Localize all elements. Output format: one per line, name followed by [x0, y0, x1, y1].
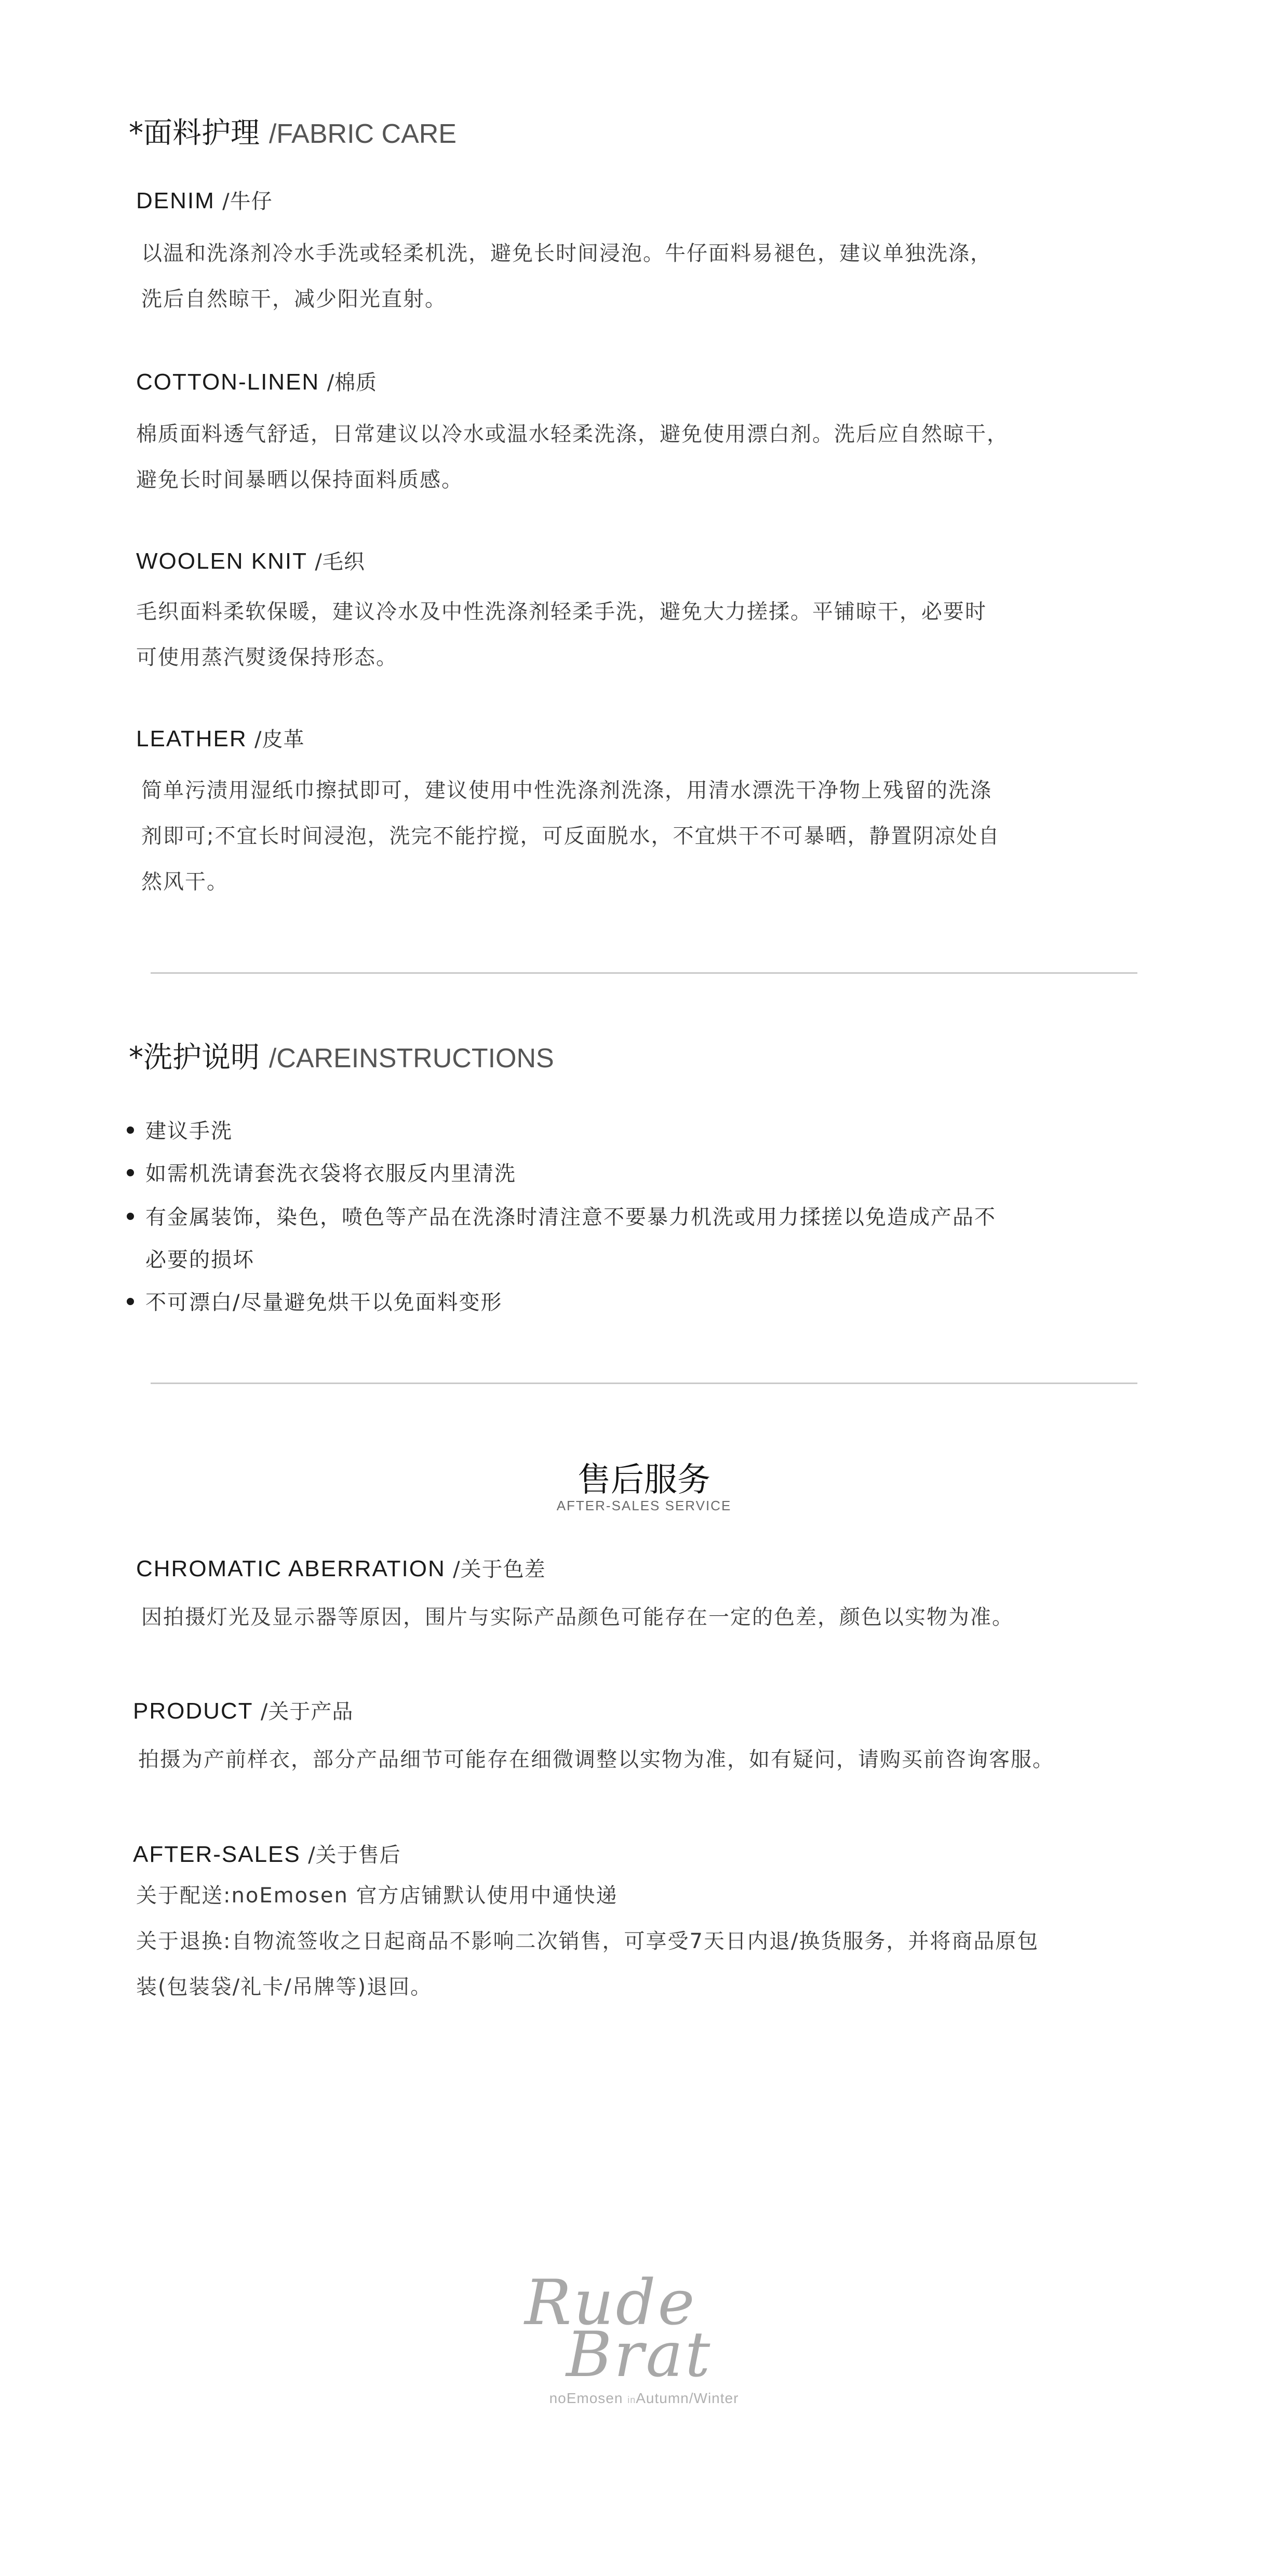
- fabric-denim-heading-en: DENIM: [136, 188, 215, 213]
- bullet-dot-icon: [127, 1126, 134, 1134]
- text-line: 关于配送:noEmosen 官方店铺默认使用中通快递: [136, 1884, 618, 1908]
- fabric-denim-heading: [136, 185, 273, 214]
- text-line: 装(包装袋/礼卡/吊牌等)退回。: [136, 1975, 433, 1999]
- text-line: 棉质面料透气舒适，日常建议以冷水或温水轻柔洗涤，避免使用漂白剂。洗后应自然晾干，: [136, 422, 1009, 446]
- care-instructions-title-cn: *洗护说明: [129, 1041, 260, 1075]
- bullet-text: 有金属装饰，染色，喷色等产品在洗涤时清注意不要暴力机洗或用力揉搓以免造成产品不: [145, 1205, 996, 1229]
- bullet-dot-icon: [127, 1169, 134, 1176]
- care-instructions-title-en: /CAREINSTRUCTIONS: [269, 1043, 554, 1074]
- fabric-care-title: [129, 110, 457, 152]
- text-line: 因拍摄灯光及显示器等原因，围片与实际产品颜色可能存在一定的色差，颜色以实物为准。: [141, 1605, 1014, 1629]
- text-line: 剂即可;不宜长时间浸泡，洗完不能拧搅，可反面脱水，不宜烘干不可暴晒，静置阴凉处自: [141, 824, 1000, 848]
- fabric-leather-heading-cn: /皮革: [254, 728, 305, 752]
- care-bullet-item: [127, 1157, 516, 1187]
- care-instructions-title: [129, 1035, 554, 1076]
- chromatic-heading-cn: /关于色差: [453, 1558, 546, 1581]
- text-line: 关于退换:自物流签收之日起商品不影响二次销售，可享受7天日内退/换货服务，并将商品原包: [136, 1929, 1039, 1953]
- after-sales-chromatic-heading: [136, 1553, 546, 1582]
- bullet-dot-icon: [127, 1213, 134, 1220]
- after-sales-product-heading: [133, 1695, 353, 1725]
- fabric-wool-heading: [136, 545, 365, 575]
- fabric-care-title-cn: *面料护理: [129, 116, 260, 150]
- care-bullet-item: [127, 1201, 996, 1230]
- after-sales-service-heading: [133, 1839, 401, 1868]
- product-heading-cn: /关于产品: [260, 1700, 354, 1724]
- divider: [151, 1383, 1137, 1384]
- fabric-denim-heading-cn: /牛仔: [222, 190, 273, 213]
- fabric-care-title-en: /FABRIC CARE: [269, 119, 457, 149]
- fabric-cotton-heading: [136, 366, 377, 396]
- bullet-text: 必要的损坏: [145, 1248, 254, 1272]
- after-sales-title: 售后服务: [578, 1461, 710, 1499]
- fabric-wool-heading-cn: /毛织: [315, 550, 365, 574]
- care-bullet-item: [127, 1115, 233, 1144]
- product-heading-en: PRODUCT: [133, 1698, 253, 1724]
- text-line: 简单污渍用湿纸巾擦拭即可，建议使用中性洗涤剂洗涤，用清水漂洗干净物上残留的洗涤: [141, 779, 992, 802]
- season-prefix: in: [627, 2395, 636, 2405]
- text-line: 可使用蒸汽熨烫保持形态。: [136, 646, 398, 669]
- service-heading-en: AFTER-SALES: [133, 1842, 301, 1867]
- bullet-text: 不可漂白/尽量避免烘干以免面料变形: [145, 1291, 503, 1314]
- brand-logo-script-line2: Brat: [566, 2319, 713, 2391]
- bullet-dot-icon: [127, 1298, 134, 1305]
- after-sales-subtitle: AFTER-SALES SERVICE: [556, 1498, 732, 1513]
- fabric-leather-text: [141, 768, 1000, 905]
- brand-logo-tagline: [0, 2390, 1288, 2407]
- after-sales-product-text: [138, 1737, 1054, 1782]
- text-line: 拍摄为产前样衣，部分产品细节可能存在细微调整以实物为准，如有疑问，请购买前咨询客服。: [138, 1748, 1054, 1772]
- fabric-leather-heading-en: LEATHER: [136, 726, 247, 752]
- fabric-cotton-heading-en: COTTON-LINEN: [136, 369, 320, 395]
- text-line: 然风干。: [141, 870, 229, 894]
- after-sales-service-text: [136, 1873, 1039, 2010]
- fabric-wool-text: [136, 589, 987, 680]
- after-sales-chromatic-text: [141, 1594, 1014, 1640]
- text-line: 避免长时间暴晒以保持面料质感。: [136, 468, 463, 492]
- fabric-denim-text: [141, 231, 992, 322]
- care-bullet-continuation: [145, 1243, 254, 1273]
- divider: [151, 972, 1137, 974]
- bullet-text: 建议手洗: [145, 1119, 233, 1143]
- text-line: 毛织面料柔软保暖，建议冷水及中性洗涤剂轻柔手洗，避免大力搓揉。平铺晾干，必要时: [136, 600, 987, 624]
- fabric-leather-heading: [136, 723, 305, 753]
- fabric-cotton-text: [136, 411, 1009, 503]
- care-bullet-item: [127, 1286, 502, 1316]
- bullet-text: 如需机洗请套洗衣袋将衣服反内里清洗: [145, 1162, 516, 1186]
- text-line: 以温和洗涤剂冷水手洗或轻柔机洗，避免长时间浸泡。牛仔面料易褪色，建议单独洗涤，: [141, 242, 992, 265]
- season-name: Autumn/Winter: [636, 2390, 739, 2406]
- chromatic-heading-en: CHROMATIC ABERRATION: [136, 1556, 446, 1581]
- fabric-cotton-heading-cn: /棉质: [327, 371, 378, 395]
- text-line: 洗后自然晾干，减少阳光直射。: [141, 287, 447, 311]
- brand-name: noEmosen: [549, 2390, 623, 2406]
- brand-logo-script-line1: Rude: [525, 2267, 697, 2339]
- service-heading-cn: /关于售后: [308, 1843, 401, 1867]
- fabric-wool-heading-en: WOOLEN KNIT: [136, 548, 308, 574]
